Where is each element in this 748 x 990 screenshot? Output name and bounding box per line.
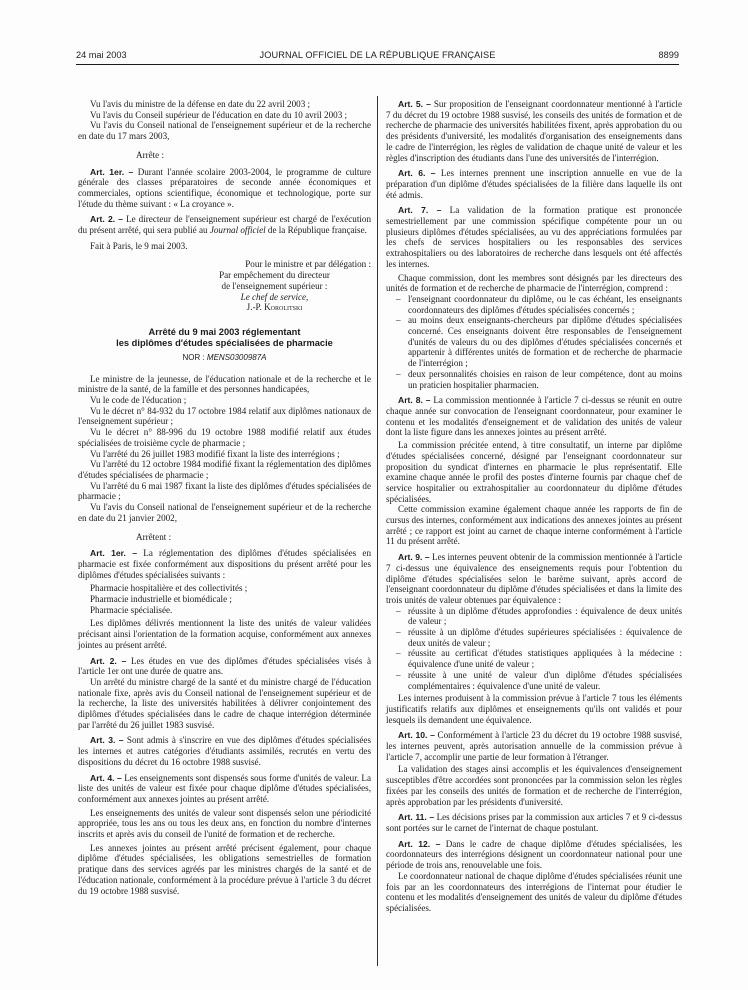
right-column xyxy=(386,99,682,914)
article-label: Art. 9. – xyxy=(398,552,430,563)
signature-line: de l'enseignement supérieur : xyxy=(221,280,328,291)
title-line: les diplômes d'études spécialisées de pharmacie xyxy=(116,337,333,348)
paragraph: Vu l'avis du Conseil supérieur de l'éducation en date du 10 avril 2003 ; xyxy=(90,109,348,120)
article-label: Art. 11. – xyxy=(398,812,435,823)
article-label: Art. 4. – xyxy=(90,772,122,783)
signature-role: Le chef de service, xyxy=(240,291,309,302)
title-line: Arrêté du 9 mai 2003 réglementant xyxy=(148,326,301,337)
article-label: Art. 1er. – xyxy=(90,548,138,559)
fait-a-paris: Fait à Paris, le 9 mai 2003. xyxy=(90,240,188,251)
article-text: Les internes prennent une inscription annuelle en vue de la préparation d'un diplôme d'études spécialisées de la filière dans laquelle ils ont été admis. xyxy=(386,168,682,200)
list-item: – l'enseignant coordonnateur du diplôme, ou le cas échéant, les enseignants coordonnateurs des diplômes d'études spécialisées concernés ; xyxy=(386,294,682,315)
article-label: Art. 8. – xyxy=(398,395,431,406)
list-item: – deux personnalités choisies en raison de leur compétence, dont au moins un praticien hospitalier pharmacien. xyxy=(386,369,682,390)
header-rule xyxy=(76,64,679,65)
article-label: Art. 7. – xyxy=(398,205,442,216)
signature-line: Par empêchement du directeur xyxy=(219,270,330,281)
paragraph: Un arrêté du ministre chargé de la santé et du ministre chargé de l'éducation nationale fixe, après avis du Conseil national de l'enseignement supérieur et de la recherche, la liste des universités habilitées à délivrer conjointement des diplômes d'études spécialisées dans le cadre de chaque interrégion déterminée par l'arrêté du 26 juillet 1983 susvisé. xyxy=(78,676,371,730)
article-3 xyxy=(78,735,371,767)
journal-officiel-italic: Journal officiel xyxy=(209,225,266,236)
page-header xyxy=(76,47,679,63)
article-text: La validation de la formation pratique est prononcée semestriellement par une commission spécifique compétente pour un ou plusieurs diplômes d'études spécialisées, au vu des appréciations formulées par les chefs de services hospitaliers ou les responsables des services extrahospitaliers ou des laboratoires de recherche dans lesquels ont été affectés les internes. xyxy=(386,205,682,269)
journal-title: JOURNAL OFFICIEL DE LA RÉPUBLIQUE FRANÇAISE xyxy=(259,50,496,60)
column-divider xyxy=(377,96,378,966)
article-text: Les internes peuvent obtenir de la commission mentionnée à l'article 7 ci-dessus une équivalence des enseignements requis pour l'obtention du diplôme d'études spécialisées selon le barème suivant, après accord de l'enseignant coordonnateur du diplôme d'études spécialisées et dans la limite des trois unités de valeur obtenues par équivalence : xyxy=(386,552,682,605)
article-4 xyxy=(78,773,371,805)
article-2 xyxy=(78,214,371,235)
article-text: La commission mentionnée à l'article 7 ci-dessus se réunit en outre chaque année sur convocation de l'enseignant coordonnateur, pour examiner le contenu et les modalités d'enseignement et de validation des unités de valeur dont la liste figure dans les annexes jointes au présent arrêté. xyxy=(386,395,682,438)
paragraph: Vu l'arrêté du 26 juillet 1983 modifié fixant la liste des interrégions ; xyxy=(90,448,340,459)
article-2 xyxy=(78,656,371,677)
article-9 xyxy=(386,552,682,606)
diploma-item: Pharmacie spécialisée. xyxy=(90,604,173,615)
commission-members-list xyxy=(386,294,682,390)
article-text: Conformément à l'article 23 du décret du 19 octobre 1988 susvisé, les internes peuvent, après autorisation annuelle de la commission prévue à l'article 7, accomplir une partie de leur formation à l'étranger. xyxy=(386,730,682,762)
article-8 xyxy=(386,395,682,438)
article-11 xyxy=(386,812,682,833)
article-1 xyxy=(78,167,371,210)
article-label: Art. 2. – xyxy=(90,655,127,666)
article-label: Art. 1er. – xyxy=(90,166,134,177)
diploma-item: Pharmacie industrielle et biomédicale ; xyxy=(90,594,232,605)
paragraph: Les annexes jointes au présent arrêté précisent également, pour chaque diplôme d'études spécialisées, les obligations semestrielles de formation pratique dans des services agréés par les ministres chargés de la santé et de l'éducation nationale, conformément à la procédure prévue à l'article 3 du décret du 19 octobre 1988 susvisé. xyxy=(78,842,371,896)
article-text: de la République française. xyxy=(265,225,367,236)
article-text: Le directeur de l'enseignement supérieur est chargé de l'exécution du présent arrêté, qui sera publié au xyxy=(78,214,371,236)
article-label: Art. 12. – xyxy=(398,838,441,849)
diploma-item: Pharmacie hospitalière et des collectivités ; xyxy=(90,583,248,594)
article-label: Art. 3. – xyxy=(90,735,124,746)
paragraph: Le coordonnateur national de chaque diplôme d'études spécialisées réunit une fois par an les coordonnateurs des interrégions de l'internat pour étudier le contenu et les modalités d'enseignement des unités de valeur du diplôme d'études spécialisées. xyxy=(386,870,682,913)
list-item: – réussite à une unité de valeur d'un diplôme d'études spécialisées complémentaires : équivalence d'une unité de valeur. xyxy=(386,670,682,691)
article-10 xyxy=(386,730,682,762)
paragraph: Vu l'arrêté du 6 mai 1987 fixant la liste des diplômes d'études spécialisées de pharmacie ; xyxy=(78,480,371,502)
list-item: – au moins deux enseignants-chercheurs par diplôme d'études spécialisées concerné. Ces enseignants doivent être responsables de l'enseignement d'unités de valeurs du ou des diplômes d'études spécialisées concernés et appartenir à différentes unités de formation et de recherche de pharmacie de l'interrégion ; xyxy=(386,315,682,369)
article-12 xyxy=(386,839,682,871)
arrete-heading: Arrête : xyxy=(136,149,165,160)
article-text: Les études en vue des diplômes d'études spécialisées visés à l'article 1er ont une durée de quatre ans. xyxy=(78,655,371,677)
paragraph: La commission précitée entend, à titre consultatif, un interne par diplôme d'études spécialisées concerné, désigné par l'enseignant coordonnateur sur proposition du syndicat d'internes en pharmacie le plus représentatif. Elle examine chaque année le profil des postes d'interne fournis par chaque chef de service hospitalier ou extrahospitalier au coordonnateur du diplôme d'études spécialisées. xyxy=(386,440,682,504)
article-text: La réglementation des diplômes d'études spécialisées en pharmacie est fixée conformément aux dispositions du présent arrêté pour les diplômes d'études spécialisées suivants : xyxy=(78,548,372,580)
article-text: Durant l'année scolaire 2003-2004, le programme de culture générale des classes préparatoires de seconde année économiques et commerciales, options scientifique, économique et technologique, porte sur l'étude du thème suivant : « La croyance ». xyxy=(78,166,372,209)
nor-label: NOR : xyxy=(182,352,207,362)
article-text: Les enseignements sont dispensés sous forme d'unités de valeur. La liste des unités de valeur est fixée pour chaque diplôme d'études spécialisées, conformément aux annexes jointes au présent arrêté. xyxy=(78,772,371,804)
left-column xyxy=(78,99,371,896)
header-date: 24 mai 2003 xyxy=(76,50,127,60)
paragraph: Chaque commission, dont les membres sont désignés par les directeurs des unités de formation et de recherche de pharmacie de l'interrégion, comprend : xyxy=(386,272,682,294)
paragraph: Les diplômes délivrés mentionnent la liste des unités de valeur validées précisant ainsi l'orientation de la formation acquise, conformément aux annexes jointes au présent arrêté. xyxy=(78,618,371,650)
paragraph: Les enseignements des unités de valeur sont dispensés selon une périodicité appropriée, tous les ans ou tous les deux ans, en fonction du nombre d'internes inscrits et après avis du conseil de l'unité de formation et de recherche. xyxy=(78,807,371,840)
article-5 xyxy=(386,99,682,163)
paragraph: Les internes produisent à la commission prévue à l'article 7 tous les éléments justificatifs relatifs aux diplômes et enseignements qu'ils ont validés et pour lesquels ils demandent une équivalence. xyxy=(386,693,682,725)
paragraph: Vu l'avis du Conseil national de l'enseignement supérieur et de la recherche en date du 17 mars 2003, xyxy=(78,120,371,142)
paragraph: Vu le code de l'éducation ; xyxy=(90,395,187,406)
paragraph: Cette commission examine également chaque année les rapports de fin de cursus des internes, conformément aux indications des annexes jointes au présent arrêté ; ce rapport est joint au carnet de chaque interne conformément à l'article 11 du présent arrêté. xyxy=(386,504,682,547)
paragraph: Vu le décret n° 88-996 du 19 octobre 1988 modifié relatif aux études spécialisées de troisième cycle de pharmacie ; xyxy=(78,427,371,448)
article-text: Dans le cadre de chaque diplôme d'études spécialisées, les coordonnateurs des interrégions désignent un coordonnateur national pour une période de trois ans, renouvelable une fois. xyxy=(386,838,682,871)
article-text: Les décisions prises par la commission aux articles 7 et 9 ci-dessus sont portées sur le carnet de l'internat de chaque postulant. xyxy=(386,812,682,833)
equivalence-list xyxy=(386,606,682,692)
list-item: – réussite au certificat d'études statistiques appliquées à la médecine : équivalence d'une unité de valeur ; xyxy=(386,648,682,669)
paragraph: Vu l'avis du Conseil national de l'enseignement supérieur et de la recherche en date du 21 janvier 2002, xyxy=(78,502,371,523)
paragraph: La validation des stages ainsi accomplis et les équivalences d'enseignement susceptibles d'être accordées sont prononcées par la commission selon les règles fixées par les conseils des unités de formation et de recherche de l'interrégion, après approbation par les présidents d'université. xyxy=(386,764,682,807)
paragraph: Le ministre de la jeunesse, de l'éducation nationale et de la recherche et le ministre de la santé, de la famille et des personnes handicapées, xyxy=(78,373,371,395)
article-6 xyxy=(386,168,682,200)
signature-name: J.-P. Korolitski xyxy=(246,302,303,313)
article-label: Art. 5. – xyxy=(398,99,431,109)
list-item: – réussite à un diplôme d'études approfondies : équivalence de deux unités de valeur ; xyxy=(386,606,682,627)
article-7 xyxy=(386,205,682,269)
article-text: Sur proposition de l'enseignant coordonnateur mentionné à l'article 7 du décret du 19 octobre 1988 susvisé, les conseils des unités de formation et de recherche de pharmacie des universités habilitées fixent, après approbation du ou des présidents d'université, les modalités d'organisation des enseignements dans le cadre de l'interrégion, les règles de validation de chaque unité de valeur et les règles d'inscription des étudiants dans l'une des universités de l'interrégion. xyxy=(386,99,682,163)
list-item: – réussite à un diplôme d'études supérieures spécialisées : équivalence de deux unités de valeur ; xyxy=(386,627,682,648)
article-text: Sont admis à s'inscrire en vue des diplômes d'études spécialisées les internes et autres catégories d'étudiants assimilés, recrutés en vertu des dispositions du décret du 16 octobre 1988 susvisé. xyxy=(78,735,371,767)
article-label: Art. 6. – xyxy=(398,168,436,179)
signature-line: Pour le ministre et par délégation : xyxy=(245,259,371,270)
article-label: Art. 10. – xyxy=(398,730,435,741)
article-1 xyxy=(78,548,371,580)
decree-title xyxy=(78,327,371,349)
page-number: 8899 xyxy=(658,50,679,60)
arretent-heading: Arrêtent : xyxy=(136,531,172,542)
nor-code: MENS0300987A xyxy=(206,352,267,362)
paragraph: Vu le décret n° 84-932 du 17 octobre 1984 relatif aux diplômes nationaux de l'enseignement supérieur ; xyxy=(78,405,371,427)
paragraph: Vu l'arrêté du 12 octobre 1984 modifié fixant la réglementation des diplômes d'études spécialisées de pharmacie ; xyxy=(78,459,371,480)
article-label: Art. 2. – xyxy=(90,214,124,225)
nor-reference xyxy=(78,353,371,364)
paragraph: Vu l'avis du ministre de la défense en date du 22 avril 2003 ; xyxy=(90,99,311,109)
